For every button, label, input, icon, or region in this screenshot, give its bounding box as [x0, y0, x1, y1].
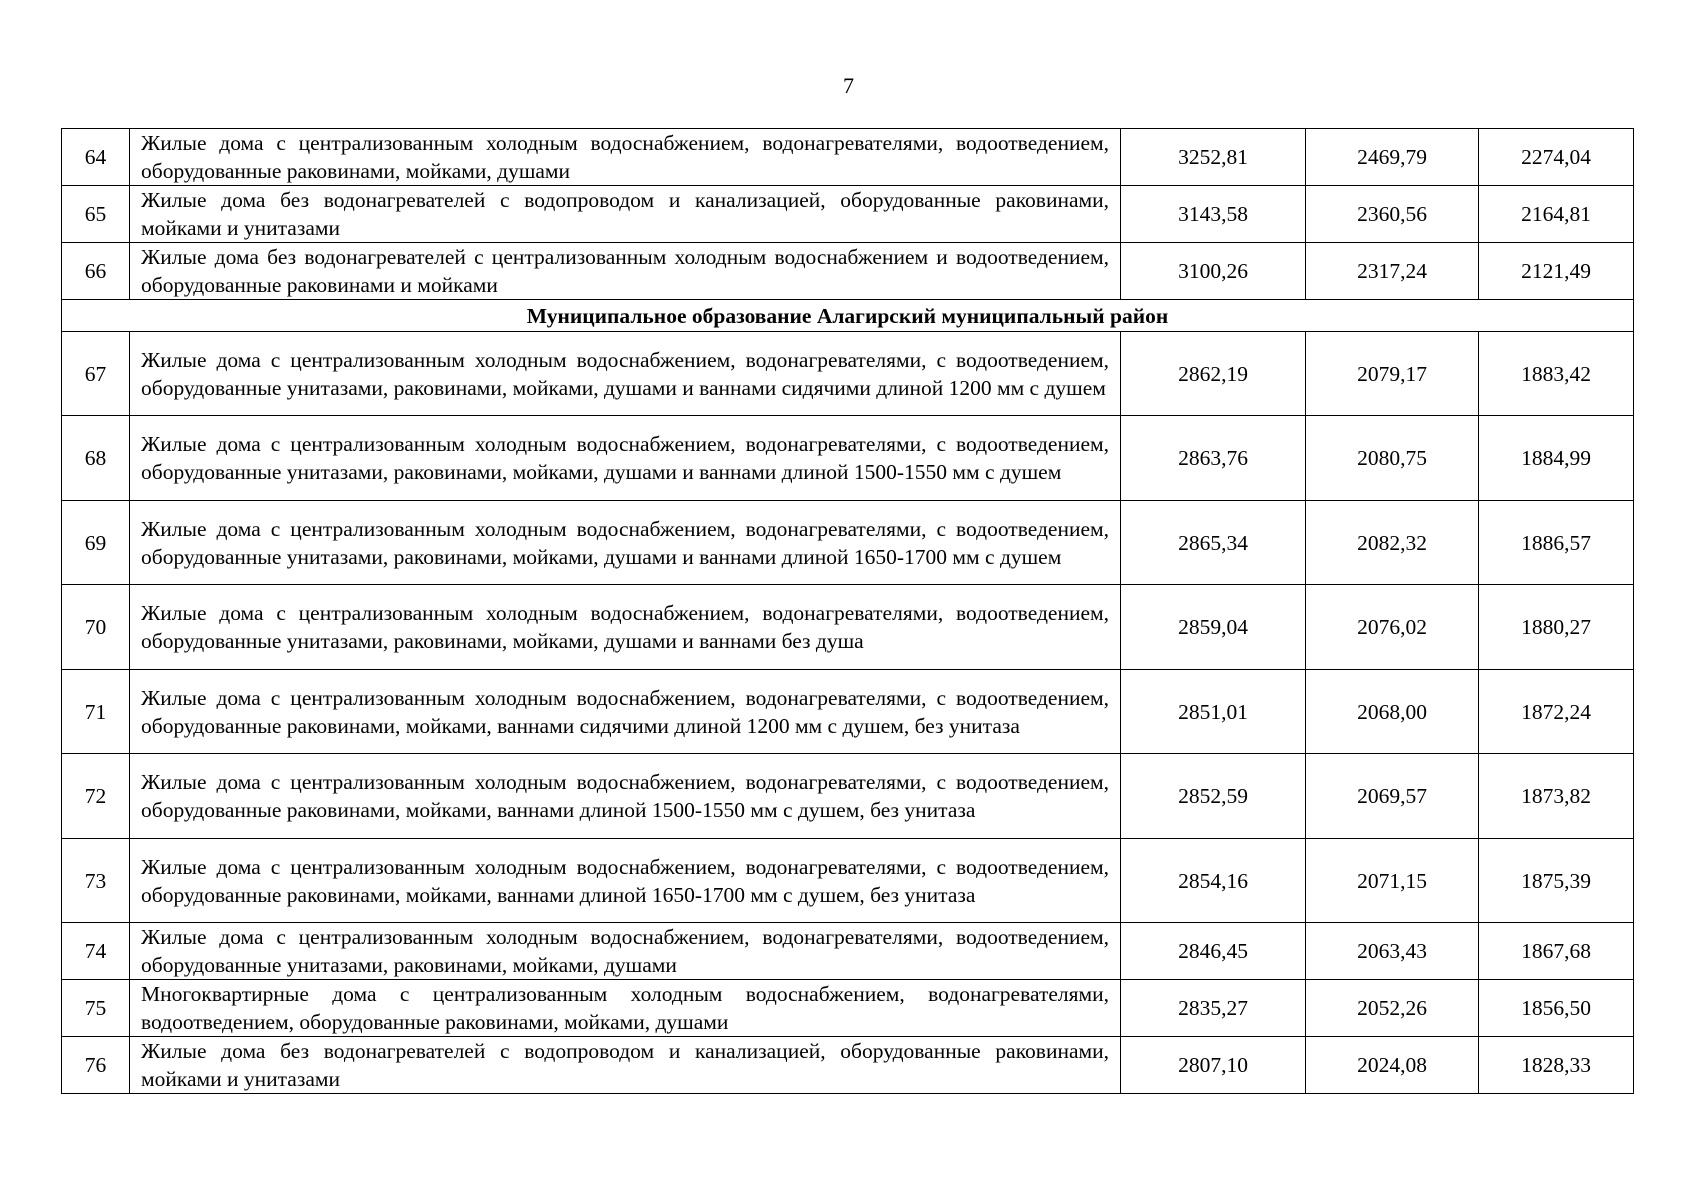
row-value-3-cell: 2164,81 [1479, 186, 1634, 243]
section-header-row [62, 300, 1634, 332]
row-value-3-cell: 1880,27 [1479, 585, 1634, 670]
table-row [62, 129, 1634, 186]
row-value-2-cell: 2360,56 [1306, 186, 1479, 243]
row-number-cell: 73 [62, 839, 130, 923]
row-description-cell: Жилые дома без водонагревателей с водопроводом и канализацией, оборудованные раковинами, мойками и унитазами [130, 186, 1121, 243]
row-number-cell: 72 [62, 754, 130, 839]
row-value-1-cell: 3252,81 [1121, 129, 1306, 186]
row-value-1-cell: 2863,76 [1121, 416, 1306, 501]
row-description-cell: Жилые дома с централизованным холодным водоснабжением, водонагревателями, с водоотведением, оборудованные раковинами, мойками, ваннами длиной 1650-1700 мм с душем, без унитаза [130, 839, 1121, 923]
row-number-cell: 64 [62, 129, 130, 186]
row-description-cell: Жилые дома с централизованным холодным водоснабжением, водонагревателями, с водоотведением, оборудованные унитазами, раковинами, мойками, душами и ваннами сидячими длиной 1200 мм с душем [130, 332, 1121, 416]
page-number: 7 [843, 73, 854, 98]
row-value-3-cell: 1884,99 [1479, 416, 1634, 501]
row-value-2-cell: 2317,24 [1306, 243, 1479, 300]
row-value-1-cell: 2862,19 [1121, 332, 1306, 416]
row-value-3-cell: 1883,42 [1479, 332, 1634, 416]
row-number-cell: 67 [62, 332, 130, 416]
row-description-cell: Жилые дома с централизованным холодным водоснабжением, водонагревателями, с водоотведением, оборудованные унитазами, раковинами, мойками, душами и ваннами длиной 1650-1700 мм с душем [130, 501, 1121, 585]
table-row [62, 186, 1634, 243]
section-header-body [62, 300, 1634, 332]
row-value-3-cell: 1856,50 [1479, 980, 1634, 1037]
table-row [62, 839, 1634, 923]
table-row [62, 585, 1634, 670]
row-value-2-cell: 2052,26 [1306, 980, 1479, 1037]
section-title: Муниципальное образование Алагирский муниципальный район [62, 300, 1634, 332]
row-value-3-cell: 1886,57 [1479, 501, 1634, 585]
table-row [62, 243, 1634, 300]
row-value-3-cell: 2274,04 [1479, 129, 1634, 186]
row-value-3-cell: 1873,82 [1479, 754, 1634, 839]
row-number-cell: 69 [62, 501, 130, 585]
table-body-after-section [62, 332, 1634, 1094]
table-row [62, 501, 1634, 585]
row-value-2-cell: 2068,00 [1306, 670, 1479, 754]
row-number-cell: 76 [62, 1037, 130, 1094]
table-row [62, 332, 1634, 416]
row-number-cell: 74 [62, 923, 130, 980]
row-value-3-cell: 2121,49 [1479, 243, 1634, 300]
row-number-cell: 70 [62, 585, 130, 670]
row-value-3-cell: 1828,33 [1479, 1037, 1634, 1094]
row-value-2-cell: 2024,08 [1306, 1037, 1479, 1094]
row-value-2-cell: 2069,57 [1306, 754, 1479, 839]
row-value-1-cell: 2851,01 [1121, 670, 1306, 754]
row-description-cell: Жилые дома с централизованным холодным водоснабжением, водонагревателями, водоотведением, оборудованные унитазами, раковинами, мойками, душами [130, 923, 1121, 980]
row-value-2-cell: 2079,17 [1306, 332, 1479, 416]
row-description-cell: Жилые дома с централизованным холодным водоснабжением, водонагревателями, водоотведением, оборудованные унитазами, раковинами, мойками, душами и ваннами без душа [130, 585, 1121, 670]
row-value-2-cell: 2076,02 [1306, 585, 1479, 670]
row-value-2-cell: 2071,15 [1306, 839, 1479, 923]
row-number-cell: 75 [62, 980, 130, 1037]
row-number-cell: 65 [62, 186, 130, 243]
row-value-3-cell: 1872,24 [1479, 670, 1634, 754]
row-value-1-cell: 3143,58 [1121, 186, 1306, 243]
table-row [62, 1037, 1634, 1094]
row-value-3-cell: 1867,68 [1479, 923, 1634, 980]
row-number-cell: 66 [62, 243, 130, 300]
table-row [62, 980, 1634, 1037]
row-value-1-cell: 2865,34 [1121, 501, 1306, 585]
tariff-table [61, 128, 1634, 1094]
table-row [62, 754, 1634, 839]
row-value-1-cell: 2854,16 [1121, 839, 1306, 923]
row-description-cell: Жилые дома с централизованным холодным водоснабжением, водонагревателями, с водоотведением, оборудованные унитазами, раковинами, мойками, душами и ваннами длиной 1500-1550 мм с душем [130, 416, 1121, 501]
row-value-2-cell: 2063,43 [1306, 923, 1479, 980]
table-row [62, 416, 1634, 501]
row-value-2-cell: 2469,79 [1306, 129, 1479, 186]
row-description-cell: Жилые дома с централизованным холодным водоснабжением, водонагревателями, с водоотведением, оборудованные раковинами, мойками, ваннами длиной 1500-1550 мм с душем, без унитаза [130, 754, 1121, 839]
row-value-1-cell: 3100,26 [1121, 243, 1306, 300]
row-description-cell: Многоквартирные дома с централизованным холодным водоснабжением, водонагревателями, водоотведением, оборудованные раковинами, мойками, душами [130, 980, 1121, 1037]
row-value-2-cell: 2082,32 [1306, 501, 1479, 585]
row-value-1-cell: 2852,59 [1121, 754, 1306, 839]
row-value-1-cell: 2835,27 [1121, 980, 1306, 1037]
table-row [62, 923, 1634, 980]
row-value-1-cell: 2859,04 [1121, 585, 1306, 670]
row-number-cell: 68 [62, 416, 130, 501]
row-description-cell: Жилые дома с централизованным холодным водоснабжением, водонагревателями, с водоотведением, оборудованные раковинами, мойками, ваннами сидячими длиной 1200 мм с душем, без унитаза [130, 670, 1121, 754]
row-description-cell: Жилые дома без водонагревателей с централизованным холодным водоснабжением и водоотведением, оборудованные раковинами и мойками [130, 243, 1121, 300]
row-value-1-cell: 2846,45 [1121, 923, 1306, 980]
row-value-3-cell: 1875,39 [1479, 839, 1634, 923]
row-number-cell: 71 [62, 670, 130, 754]
table-row [62, 670, 1634, 754]
table-body-before-section [62, 129, 1634, 300]
row-value-1-cell: 2807,10 [1121, 1037, 1306, 1094]
row-description-cell: Жилые дома с централизованным холодным водоснабжением, водонагревателями, водоотведением, оборудованные раковинами, мойками, душами [130, 129, 1121, 186]
row-description-cell: Жилые дома без водонагревателей с водопроводом и канализацией, оборудованные раковинами, мойками и унитазами [130, 1037, 1121, 1094]
row-value-2-cell: 2080,75 [1306, 416, 1479, 501]
